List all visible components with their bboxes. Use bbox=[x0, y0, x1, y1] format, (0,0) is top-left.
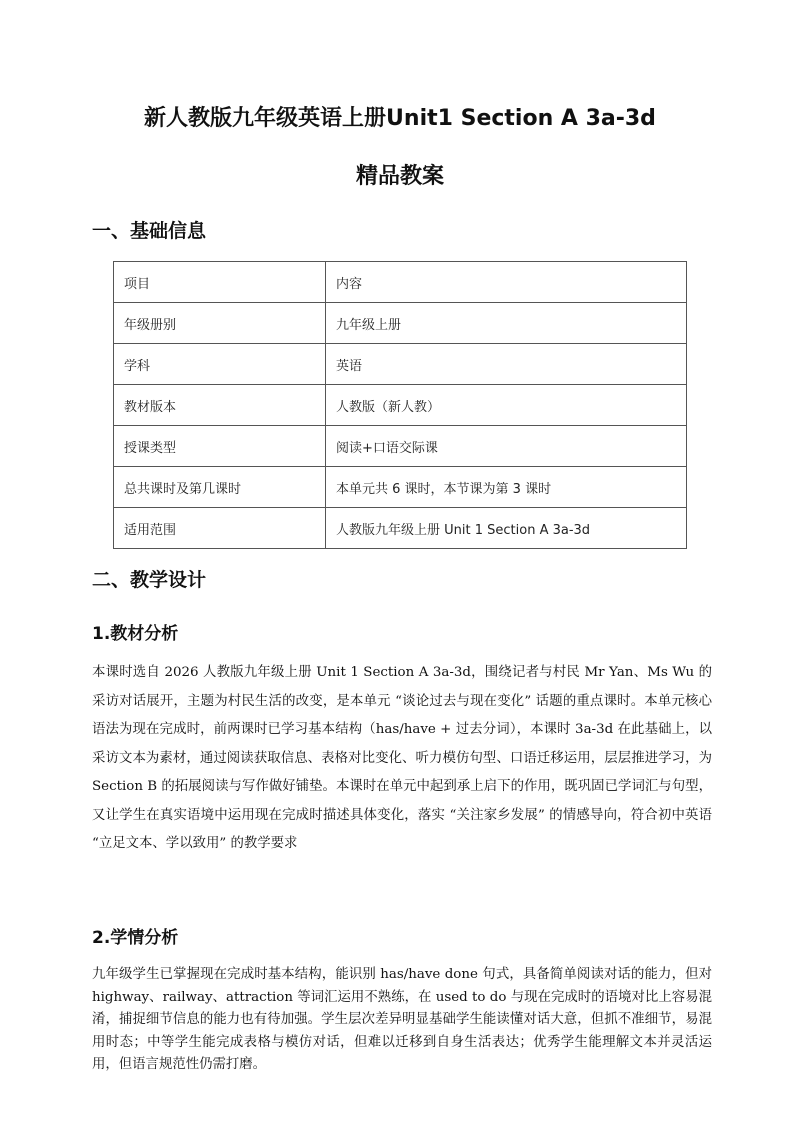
table-row bbox=[114, 467, 687, 508]
table-row bbox=[114, 344, 687, 385]
section-heading-basic-info: 一、基础信息 bbox=[92, 220, 207, 242]
subsection-heading-material-analysis: 1.教材分析 bbox=[92, 624, 179, 644]
table-cell-value: 人教版九年级上册 Unit 1 Section A 3a-3d bbox=[326, 508, 687, 549]
learner-analysis-paragraph: 九年级学生已掌握现在完成时基本结构，能识别 has/have done 句式，具备简单阅读对话的能力，但对 highway、railway、attraction 等词汇运用不熟练，在 used to do 与现在完成时的语境对比上容易混淆，捕捉细节信息的能力也有待加强。学生层次差异明显基础学生能读懂对话大意，但抓不准细节，易混用时态；中等学生能完成表格与模仿对话，但难以迁移到自身生活表达；优秀学生能理解文本并灵活运用，但语言规范性仍需打磨。 bbox=[92, 967, 712, 1072]
table-row bbox=[114, 385, 687, 426]
table-cell-value: 本单元共 6 课时，本节课为第 3 课时 bbox=[326, 467, 687, 508]
table-cell-label: 总共课时及第几课时 bbox=[114, 467, 326, 508]
table-row bbox=[114, 262, 687, 303]
table-cell-label: 适用范围 bbox=[114, 508, 326, 549]
table-cell-value: 阅读+口语交际课 bbox=[326, 426, 687, 467]
table-cell-value: 英语 bbox=[326, 344, 687, 385]
document-subtitle: 精品教案 bbox=[355, 164, 444, 189]
table-cell-label: 授课类型 bbox=[114, 426, 326, 467]
document-title: 新人教版九年级英语上册Unit1 Section A 3a-3d bbox=[144, 106, 656, 131]
table-cell-label: 学科 bbox=[114, 344, 326, 385]
table-cell-label: 项目 bbox=[114, 262, 326, 303]
table-row bbox=[114, 426, 687, 467]
material-analysis-paragraph: 本课时选自 2026 人教版九年级上册 Unit 1 Section A 3a-3d，围绕记者与村民 Mr Yan、Ms Wu 的采访对话展开，主题为村民生活的改变，是本单元 “谈论过去与现在变化” 话题的重点课时。本单元核心语法为现在完成时，前两课时已学习基本结构（has/have + 过去分词），本课时 3a-3d 在此基础上，以采访文本为素材，通过阅读获取信息、表格对比变化、听力模仿句型、口语迁移运用，层层推进学习，为 Section B 的拓展阅读与写作做好铺垫。本课时在单元中起到承上启下的作用，既巩固已学词汇与句型，又让学生在真实语境中运用现在完成时描述具体变化，落实 “关注家乡发展” 的情感导向，符合初中英语 “立足文本、学以致用” 的教学要求 bbox=[92, 665, 712, 851]
section-heading-teaching-design: 二、教学设计 bbox=[92, 569, 207, 591]
basic-info-table bbox=[113, 261, 687, 549]
table-cell-value: 内容 bbox=[326, 262, 687, 303]
subsection-heading-learner-analysis: 2.学情分析 bbox=[92, 928, 179, 948]
table-cell-value: 九年级上册 bbox=[326, 303, 687, 344]
table-cell-label: 年级册别 bbox=[114, 303, 326, 344]
table-cell-value: 人教版（新人教） bbox=[326, 385, 687, 426]
table-cell-label: 教材版本 bbox=[114, 385, 326, 426]
table-row bbox=[114, 303, 687, 344]
table-row bbox=[114, 508, 687, 549]
